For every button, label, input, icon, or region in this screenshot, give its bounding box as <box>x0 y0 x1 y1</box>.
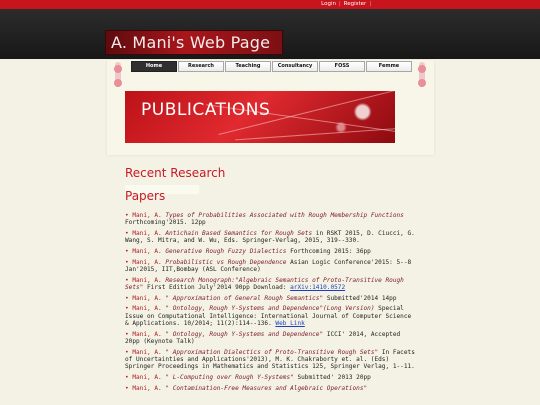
paper-title: Generative Rough Fuzzy Dialectics <box>165 247 287 255</box>
bullet-icon: • <box>125 276 129 284</box>
paper-item <box>125 259 417 274</box>
paper-item <box>125 277 417 292</box>
paper-author: Mani, A. <box>132 258 162 266</box>
paper-details: Special Issue on Computational Intelligence: International Journal of Computer Science & Applications. 10/2014; 11(2):114--136. <box>125 305 412 327</box>
right-post-ornament <box>419 62 425 87</box>
nav-tab-home[interactable]: Home <box>131 61 177 72</box>
paper-details: ICCI' 2014, Accepted 20pp (Keynote Talk) <box>125 330 401 345</box>
paper-details: Submitted' 2013 20pp <box>297 373 371 381</box>
paper-author: Mani, A. <box>132 247 162 255</box>
paper-details: In Facets of Uncertainties and Applications'2013), M. K. Chakraborty et. al. (Eds) Springer Proceedings in Mathematics and Statistics 125, Springer Verlag, 1--11. <box>125 348 415 371</box>
bullet-icon: • <box>125 247 129 255</box>
site-header <box>0 9 540 59</box>
nav-tab-consultancy[interactable]: Consultancy <box>272 61 318 72</box>
paper-item <box>125 385 417 392</box>
paper-title: Antichain Based Semantics for Rough Sets <box>165 229 313 237</box>
register-link[interactable]: Register <box>343 1 367 7</box>
nav-tab-teaching[interactable]: Teaching <box>225 61 271 72</box>
paper-link[interactable]: arXiv:1410.0572 <box>290 283 346 291</box>
paper-details: in RSKT 2015, D. Ciucci, G. Wang, S. Mitra, and W. Wu, Eds. Springer-Verlag, 2015, 319--330. <box>125 229 415 245</box>
paper-author: Mani, A. <box>132 384 162 392</box>
paper-author: Mani, A. <box>132 294 162 302</box>
paper-details: First Edition July'2014 90pp Download: <box>147 283 287 291</box>
paper-details: Forthcoming'2015. 12pp <box>125 219 206 227</box>
bullet-icon: • <box>125 330 129 338</box>
bullet-icon: • <box>125 294 129 302</box>
paper-item <box>125 331 417 346</box>
main-nav <box>131 61 413 72</box>
separator-icon: | <box>338 1 341 7</box>
top-bar <box>0 0 540 9</box>
login-link[interactable]: Login <box>321 1 336 7</box>
banner-title: PUBLICATIONS <box>141 100 271 120</box>
paper-author: Mani, A. <box>132 212 162 219</box>
paper-details: Forthcoming 2015: 36pp <box>290 247 371 255</box>
paper-item <box>125 374 417 381</box>
bullet-icon: • <box>125 384 129 392</box>
paper-link[interactable]: Web Link <box>275 319 305 327</box>
paper-author: Mani, A. <box>132 373 162 381</box>
paper-title: Probabilistic vs Rough Dependence <box>165 258 287 266</box>
bullet-icon: • <box>125 212 129 219</box>
papers-heading: Papers <box>125 189 166 203</box>
paper-author: Mani, A. <box>132 348 162 356</box>
paper-item <box>125 305 417 327</box>
paper-details: Asian Logic Conference'2015: 5--8 Jan'2015, IIT,Bombay (ASL Conference) <box>125 258 412 273</box>
paper-title: " Contamination-Free Measures and Algebraic Operations" <box>165 384 368 392</box>
paper-title: " Approximation of General Rough Semantics" <box>165 294 324 302</box>
paper-title: " Ontology, Rough Y-Systems and Dependence" <box>165 330 324 338</box>
top-links <box>321 0 374 8</box>
paper-author: Mani, A. <box>132 229 162 237</box>
paper-item <box>125 248 417 255</box>
page-banner <box>125 91 395 143</box>
bullet-icon: • <box>125 348 129 356</box>
paper-author: Mani, A. <box>132 330 162 338</box>
bullet-icon: • <box>125 229 129 237</box>
nav-tab-research[interactable]: Research <box>178 61 224 72</box>
bullet-icon: • <box>125 258 129 266</box>
site-logo[interactable]: A. Mani's Web Page <box>105 30 283 55</box>
paper-item <box>125 230 417 245</box>
paper-author: Mani, A. <box>132 305 162 313</box>
paper-title: Types of Probabilities Associated with Rough Membership Functions <box>165 212 404 219</box>
paper-title: " Ontology, Rough Y-Systems and Dependence"(Long Version) <box>165 305 375 313</box>
papers-list <box>125 212 417 395</box>
nav-tab-foss[interactable]: FOSS <box>319 61 365 72</box>
paper-item <box>125 212 417 227</box>
paper-title: " Approximation Dialectics of Proto-Transitive Rough Sets" <box>165 348 379 356</box>
paper-item <box>125 349 417 371</box>
paper-title: Research Monograph:"Algebraic Semantics of Proto-Transitive Rough Sets" <box>125 276 404 291</box>
paper-item <box>125 295 417 302</box>
separator-icon: | <box>369 1 371 7</box>
paper-details: Submitted'2014 14pp <box>326 294 397 302</box>
left-post-ornament <box>115 62 121 87</box>
paper-title: " L-Computing over Rough Y-Systems" <box>165 373 294 381</box>
bullet-icon: • <box>125 373 129 381</box>
bullet-icon: • <box>125 305 129 313</box>
paper-author: Mani, A. <box>132 276 162 284</box>
recent-research-heading: Recent Research <box>125 166 226 180</box>
nav-tab-femme[interactable]: Femme <box>366 61 412 72</box>
